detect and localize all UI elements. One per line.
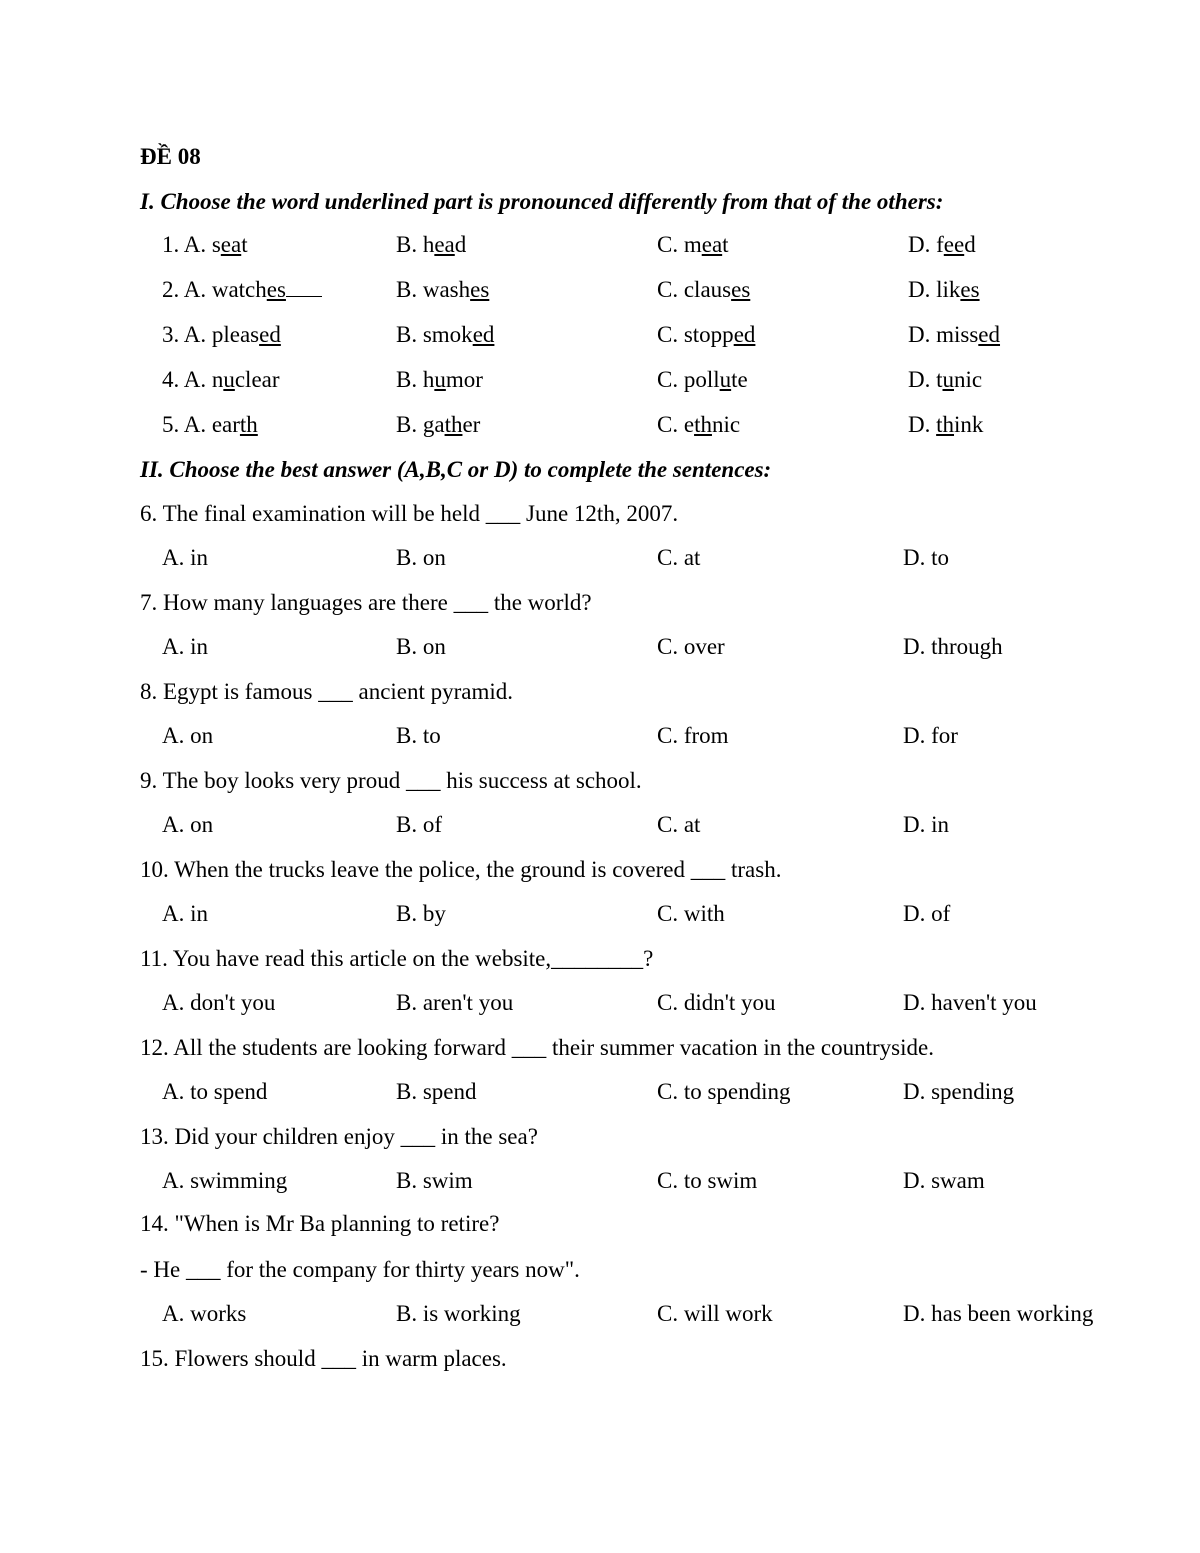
q5-option-a: 5. A. earth bbox=[162, 412, 258, 437]
section-1-heading: I. Choose the word underlined part is pronounced differently from that of the others: bbox=[140, 189, 944, 214]
q12-option-b: B. spend bbox=[396, 1079, 477, 1104]
q9-stem: 9. The boy looks very proud ___ his success at school. bbox=[140, 768, 642, 793]
q5-option-d: D. think bbox=[908, 412, 984, 437]
q6-option-a: A. in bbox=[162, 545, 208, 570]
q1-option-c: C. meat bbox=[657, 232, 729, 257]
q3-option-c: C. stopped bbox=[657, 322, 756, 347]
q7-option-a: A. in bbox=[162, 634, 208, 659]
q1-option-d: D. feed bbox=[908, 232, 976, 257]
q9-option-d: D. in bbox=[903, 812, 949, 837]
q2-option-c: C. clauses bbox=[657, 277, 751, 302]
q14-option-b: B. is working bbox=[396, 1301, 521, 1326]
q4-option-c: C. pollute bbox=[657, 367, 748, 392]
q10-option-d: D. of bbox=[903, 901, 951, 926]
q12-stem: 12. All the students are looking forward ___ their summer vacation in the countryside. bbox=[140, 1035, 934, 1060]
q7-option-d: D. through bbox=[903, 634, 1003, 659]
q8-option-d: D. for bbox=[903, 723, 958, 748]
q9-option-a: A. on bbox=[162, 812, 214, 837]
q15-stem: 15. Flowers should ___ in warm places. bbox=[140, 1346, 507, 1371]
q12-option-d: D. spending bbox=[903, 1079, 1015, 1104]
q11-option-b: B. aren't you bbox=[396, 990, 514, 1015]
q11-stem: 11. You have read this article on the website,________? bbox=[140, 946, 654, 971]
q6-option-c: C. at bbox=[657, 545, 701, 570]
q6-option-d: D. to bbox=[903, 545, 949, 570]
q7-option-c: C. over bbox=[657, 634, 725, 659]
page-title: ĐỀ 08 bbox=[140, 144, 201, 169]
q3-option-a: 3. A. pleased bbox=[162, 322, 281, 347]
q14-stem-continued: - He ___ for the company for thirty years now". bbox=[140, 1257, 580, 1282]
q13-option-b: B. swim bbox=[396, 1168, 473, 1193]
q6-option-b: B. on bbox=[396, 545, 446, 570]
q5-option-c: C. ethnic bbox=[657, 412, 741, 437]
q2-option-b: B. washes bbox=[396, 277, 490, 302]
q8-option-c: C. from bbox=[657, 723, 729, 748]
q13-stem: 13. Did your children enjoy ___ in the sea? bbox=[140, 1124, 538, 1149]
q1-option-b: B. head bbox=[396, 232, 467, 257]
q14-option-a: A. works bbox=[162, 1301, 247, 1326]
q4-option-b: B. humor bbox=[396, 367, 483, 392]
q12-option-c: C. to spending bbox=[657, 1079, 791, 1104]
q10-stem: 10. When the trucks leave the police, the ground is covered ___ trash. bbox=[140, 857, 782, 882]
q1-option-a: 1. A. seat bbox=[162, 232, 248, 257]
q7-option-b: B. on bbox=[396, 634, 446, 659]
q7-stem: 7. How many languages are there ___ the world? bbox=[140, 590, 592, 615]
q11-option-d: D. haven't you bbox=[903, 990, 1037, 1015]
q13-option-c: C. to swim bbox=[657, 1168, 758, 1193]
q8-option-a: A. on bbox=[162, 723, 214, 748]
q11-option-c: C. didn't you bbox=[657, 990, 776, 1015]
q2-option-d: D. likes bbox=[908, 277, 980, 302]
q2-option-a: 2. A. watches bbox=[162, 276, 322, 304]
q10-option-b: B. by bbox=[396, 901, 446, 926]
q3-option-d: D. missed bbox=[908, 322, 1001, 347]
q9-option-c: C. at bbox=[657, 812, 701, 837]
q5-option-b: B. gather bbox=[396, 412, 481, 437]
q13-option-a: A. swimming bbox=[162, 1168, 288, 1193]
q10-option-a: A. in bbox=[162, 901, 208, 926]
q9-option-b: B. of bbox=[396, 812, 442, 837]
q6-stem: 6. The final examination will be held ___ June 12th, 2007. bbox=[140, 501, 679, 526]
q3-option-b: B. smoked bbox=[396, 322, 495, 347]
q4-option-a: 4. A. nuclear bbox=[162, 367, 280, 392]
q10-option-c: C. with bbox=[657, 901, 725, 926]
q12-option-a: A. to spend bbox=[162, 1079, 268, 1104]
q13-option-d: D. swam bbox=[903, 1168, 985, 1193]
section-2-heading: II. Choose the best answer (A,B,C or D) to complete the sentences: bbox=[140, 457, 772, 482]
q8-option-b: B. to bbox=[396, 723, 441, 748]
q8-stem: 8. Egypt is famous ___ ancient pyramid. bbox=[140, 679, 514, 704]
q14-option-d: D. has been working bbox=[903, 1301, 1094, 1326]
q4-option-d: D. tunic bbox=[908, 367, 983, 392]
q11-option-a: A. don't you bbox=[162, 990, 276, 1015]
q14-stem: 14. "When is Mr Ba planning to retire? bbox=[140, 1211, 500, 1236]
q14-option-c: C. will work bbox=[657, 1301, 773, 1326]
